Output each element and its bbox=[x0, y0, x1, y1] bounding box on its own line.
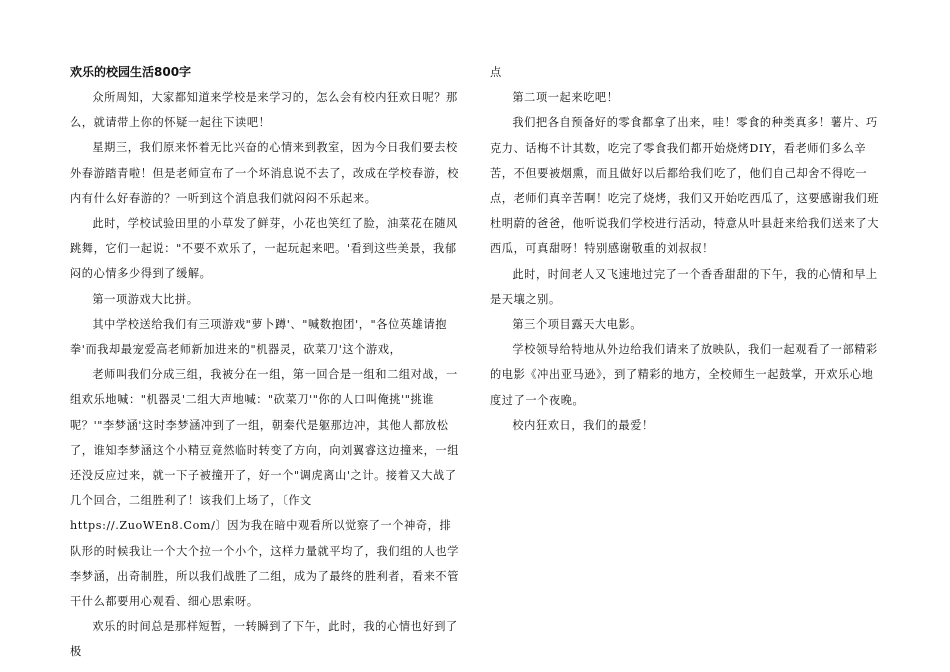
paragraph: 学校领导给特地从外边给我们请来了放映队，我们一起观看了一部精彩的电影《冲出亚马逊》，到了精彩的地方，全校师生一起鼓掌，开欢乐心地度过了一个夜晚。 bbox=[490, 343, 878, 407]
document-title: 欢乐的校园生活800字 bbox=[70, 65, 192, 79]
paragraph: 此时，学校试验田里的小草发了鲜芽，小花也笑红了脸，油菜花在随风跳舞，它们一起说："不要不欢乐了，一起玩起来吧。'看到这些美景，我郁闷的心情多少得到了缓解。 bbox=[70, 217, 458, 281]
paragraph: 校内狂欢日，我们的最爱！ bbox=[512, 418, 654, 432]
left-column bbox=[70, 60, 462, 665]
right-column bbox=[490, 60, 882, 438]
paragraph: 其中学校送给我们有三项游戏"萝卜蹲'、"喊数抱团'，"各位英雄请抱拳'而我却最宠爱高老师新加进来的"机器灵，砍菜刀'这个游戏， bbox=[70, 317, 448, 357]
paragraph: 星期三，我们原来怀着无比兴奋的心情来到教室，因为今日我们要去校外春游踏青啦！但是老师宣布了一个坏消息说不去了，改成在学校春游，校内有什么好春游的？一听到这个消息我们就闷闷不乐起来。 bbox=[70, 141, 459, 205]
paragraph: 此时，时间老人又飞速地过完了一个香香甜甜的下午，我的心情和早上是天壤之别。 bbox=[490, 267, 878, 306]
paragraph: 我们把各自预备好的零食都拿了出来，哇！零食的种类真多！薯片、巧克力、话梅不计其数，吃完了零食我们都开始烧烤DIY，看老师们多么辛苦，不但要被烟熏，而且做好以后都给我们吃了，他们自己却舍不得吃一点，老师们真辛苦啊！吃完了烧烤，我们又开始吃西瓜了，这要感谢我们班杜明蔚的爸爸，他听说我们学校进行活动，特意从叶县赶来给我们送来了大西瓜，可真甜呀！特别感谢敬重的刘叔叔！ bbox=[490, 116, 879, 256]
section-heading: 第一项游戏大比拼。 bbox=[92, 292, 199, 306]
paragraph: 欢乐的时间总是那样短暂，一转瞬到了下午，此时，我的心情也好到了极 bbox=[70, 620, 458, 659]
section-heading: 第三个项目露天大电影。 bbox=[512, 318, 643, 332]
paragraph: 众所周知，大家都知道来学校是来学习的，怎么会有校内狂欢日呢？那么，就请带上你的怀疑一起往下读吧！ bbox=[70, 91, 458, 130]
section-heading: 第二项一起来吃吧！ bbox=[512, 91, 619, 105]
paragraph: 老师叫我们分成三组，我被分在一组，第一回合是一组和二组对战，一组欢乐地喊："机器灵'二组大声地喊："砍菜刀'"你的人口叫俺挑'"挑谁呢？'"李梦涵'这时李梦涵冲到了一组，朝秦代是躯那边冲，其他人都放松了，谁知李梦涵这个小精豆竟然临时转变了方向，向刘翼睿这边撞来，一组还没反应过来，就一下子被撞开了，好一个"调虎离山'之计。接着又大战了几个回合，二组胜利了！该我们上场了，〔作文https://.ZuoWEn8.Com/〕因为我在暗中观看所以觉察了一个神奇，排队形的时候我让一个大个拉一个小个，这样力量就平均了，我们组的人也学李梦涵，出奇制胜，所以我们战胜了二组，成为了最终的胜利者，看来不管干什么都要用心观看、细心思索呀。 bbox=[70, 368, 459, 609]
paragraph-continuation: 点 bbox=[490, 66, 502, 79]
